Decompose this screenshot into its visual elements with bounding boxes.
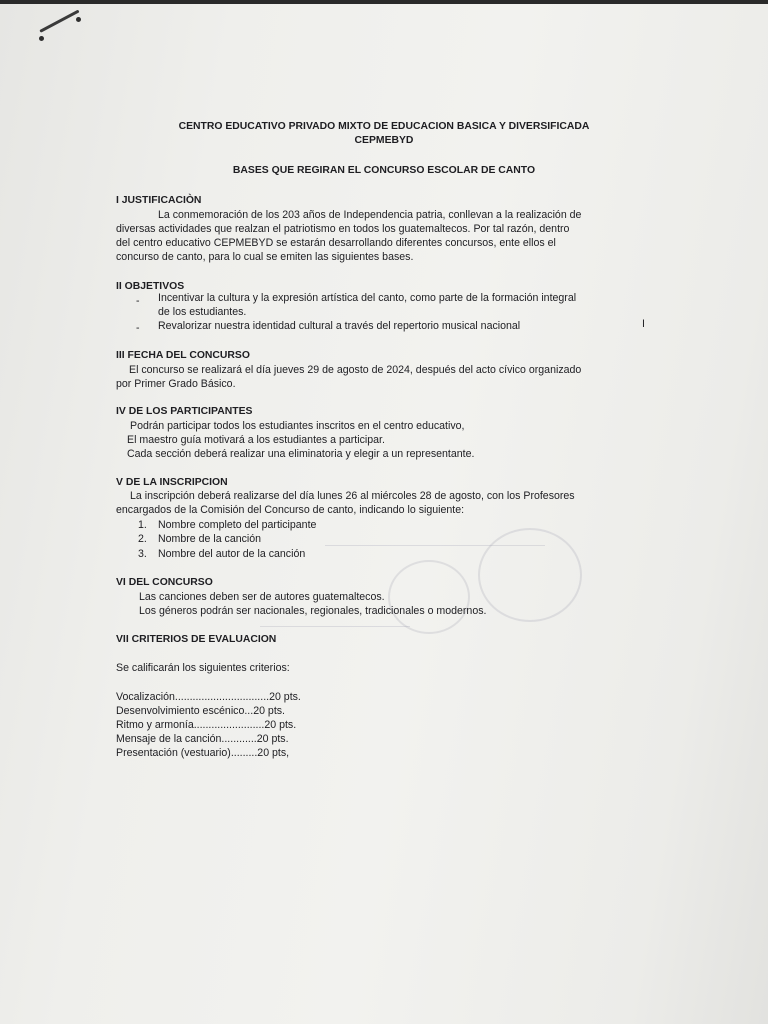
paragraph-line: Cada sección deberá realizar una eliminatoria y elegir a un representante.	[127, 448, 475, 460]
document-title: BASES QUE REGIRAN EL CONCURSO ESCOLAR DE CANTO	[232, 165, 536, 176]
paragraph-line: Los géneros podrán ser nacionales, regionales, tradicionales o modernos.	[139, 605, 487, 617]
criteria-item: Desenvolvimiento escénico...20 pts.	[116, 705, 285, 717]
staple-end	[76, 17, 81, 22]
paragraph-line: concurso de canto, para lo cual se emiten las siguientes bases.	[116, 251, 414, 263]
criteria-item: Ritmo y armonía........................20 pts.	[116, 719, 297, 731]
paragraph-line: del centro educativo CEPMEBYD se estarán desarrollando diferentes concursos, ente ellos el	[116, 237, 556, 249]
section-heading-objetivos: II OBJETIVOS	[116, 281, 185, 292]
faint-seal	[478, 528, 582, 622]
staple-mark	[39, 10, 79, 33]
section-heading-justificacion: I JUSTIFICACIÒN	[116, 195, 202, 206]
criteria-intro: Se calificarán los siguientes criterios:	[116, 662, 290, 674]
faint-stamp-line	[325, 545, 545, 546]
institution-name: CENTRO EDUCATIVO PRIVADO MIXTO DE EDUCACION BASICA Y DIVERSIFICADA	[178, 121, 590, 132]
paragraph-line: Podrán participar todos los estudiantes inscritos en el centro educativo,	[130, 420, 465, 432]
list-number: 2.	[138, 533, 147, 545]
section-heading-fecha: III FECHA DEL CONCURSO	[116, 350, 250, 361]
scan-top-edge	[0, 0, 768, 4]
list-item: Nombre completo del participante	[158, 519, 317, 531]
list-item: Nombre del autor de la canción	[158, 548, 306, 560]
bullet-dash: -	[136, 322, 140, 334]
staple-end	[39, 36, 44, 41]
bullet-dash: -	[136, 295, 140, 307]
criteria-item: Vocalización................................20 pts.	[116, 691, 301, 703]
faint-stamp-line	[260, 626, 410, 627]
paragraph-line: por Primer Grado Básico.	[116, 378, 236, 390]
paragraph-line: diversas actividades que realzan el patriotismo en todos los guatemaltecos. Por tal razón, dentro	[116, 223, 570, 235]
institution-acronym: CEPMEBYD	[354, 135, 414, 146]
objective-item-continuation: de los estudiantes.	[158, 306, 247, 318]
paragraph-line: El maestro guía motivará a los estudiantes a participar.	[127, 434, 385, 446]
section-heading-participantes: IV DE LOS PARTICIPANTES	[116, 406, 253, 417]
paragraph-line: encargados de la Comisión del Concurso de canto, indicando lo siguiente:	[116, 504, 465, 516]
stray-mark: I	[642, 318, 645, 330]
paragraph-line: La conmemoración de los 203 años de Independencia patria, conllevan a la realización de	[158, 209, 582, 221]
section-heading-inscripcion: V DE LA INSCRIPCION	[116, 477, 228, 488]
section-heading-concurso: VI DEL CONCURSO	[116, 577, 213, 588]
list-number: 1.	[138, 519, 147, 531]
section-heading-criterios: VII CRITERIOS DE EVALUACION	[116, 634, 277, 645]
paragraph-line: La inscripción deberá realizarse del día lunes 26 al miércoles 28 de agosto, con los Profesores	[130, 490, 575, 502]
list-item: Nombre de la canción	[158, 533, 262, 545]
criteria-item: Mensaje de la canción............20 pts.	[116, 733, 289, 745]
objective-item: Revalorizar nuestra identidad cultural a través del repertorio musical nacional	[158, 320, 521, 332]
criteria-item: Presentación (vestuario).........20 pts,	[116, 747, 290, 759]
faint-seal	[388, 560, 470, 634]
list-number: 3.	[138, 548, 147, 560]
paragraph-line: El concurso se realizará el día jueves 29 de agosto de 2024, después del acto cívico organizado	[129, 364, 582, 376]
paragraph-line: Las canciones deben ser de autores guatemaltecos.	[139, 591, 385, 603]
objective-item: Incentivar la cultura y la expresión artística del canto, como parte de la formación integral	[158, 292, 577, 304]
